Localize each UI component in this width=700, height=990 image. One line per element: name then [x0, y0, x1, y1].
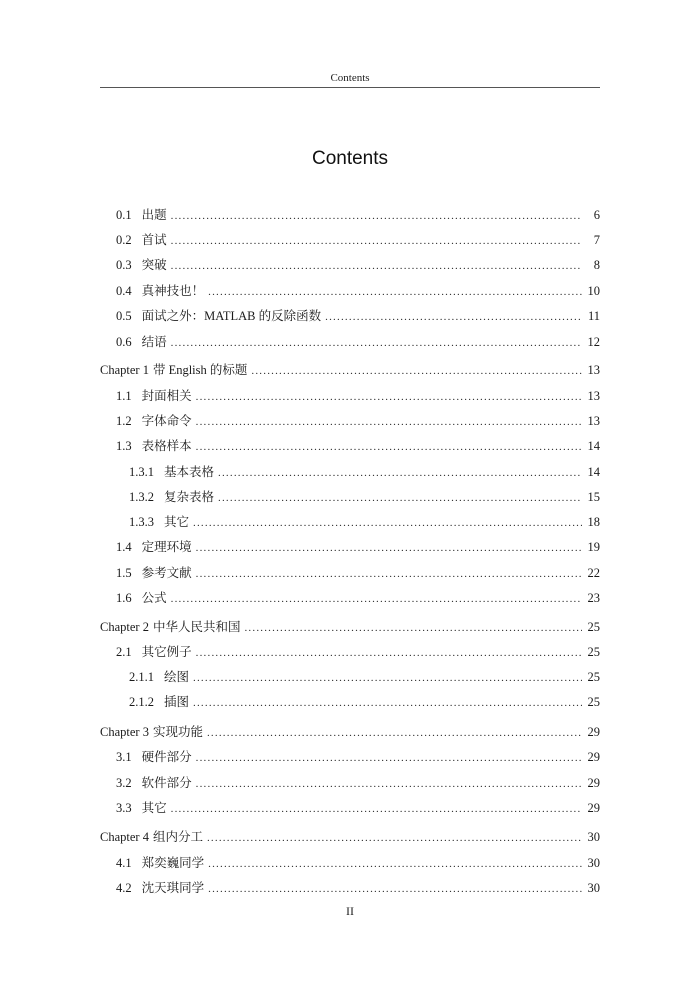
toc-entry[interactable] — [0, 799, 600, 817]
toc-entry-number: 0.6 — [116, 335, 132, 349]
dot-leader — [193, 514, 582, 532]
toc-entry[interactable] — [0, 231, 600, 249]
toc-chapter-entry[interactable] — [0, 828, 600, 846]
dot-leader — [244, 619, 582, 637]
page-title: Contents — [311, 148, 389, 169]
dot-leader — [196, 388, 582, 406]
toc-entry-number: 1.4 — [116, 540, 132, 554]
toc-entry-page: 29 — [587, 750, 600, 764]
toc-entry-page: 18 — [587, 515, 600, 529]
toc-entry-title: 硬件部分 — [141, 750, 192, 764]
toc-entry-number: 0.3 — [116, 258, 132, 272]
toc-entry-number: 1.3.1 — [129, 465, 154, 479]
toc-entry-title: 沈天琪同学 — [141, 881, 205, 895]
toc-entry-title: 封面相关 — [141, 389, 192, 403]
toc-entry-page: 23 — [587, 591, 600, 605]
page-number: II — [346, 904, 354, 918]
toc-entry[interactable] — [0, 437, 600, 455]
toc-entry-page: 30 — [587, 856, 600, 870]
toc-entry-title: 出题 — [141, 208, 167, 222]
dot-leader — [171, 334, 582, 352]
toc-entry-title: 插图 — [164, 695, 190, 709]
toc-entry-title: 软件部分 — [141, 776, 192, 790]
dot-leader — [171, 232, 582, 250]
toc-entry-title: 郑奕巍同学 — [141, 856, 205, 870]
toc-entry-number: 2.1.1 — [129, 670, 154, 684]
toc-entry-page: 30 — [587, 830, 600, 844]
toc-entry-page: 13 — [587, 414, 600, 428]
toc-entry-number: 1.3.3 — [129, 515, 154, 529]
toc-entry-number: 3.2 — [116, 776, 132, 790]
toc-entry-number: 2.1 — [116, 645, 132, 659]
toc-entry-page: 13 — [587, 389, 600, 403]
toc-entry-page: 29 — [587, 725, 600, 739]
toc-entry-number: 0.1 — [116, 208, 132, 222]
toc-entry-page: 19 — [587, 540, 600, 554]
toc-entry[interactable] — [0, 589, 600, 607]
dot-leader — [196, 749, 582, 767]
toc-entry[interactable] — [0, 387, 600, 405]
toc-entry-number: 2.1.2 — [129, 695, 154, 709]
toc-entry-title: 基本表格 — [164, 465, 215, 479]
toc-entry-number: Chapter 2 — [100, 620, 149, 634]
dot-leader — [207, 829, 582, 847]
toc-entry-page: 25 — [587, 620, 600, 634]
toc-entry[interactable] — [0, 564, 600, 582]
running-header: Contents — [330, 72, 370, 84]
toc-entry-title: 复杂表格 — [164, 490, 215, 504]
toc-entry-title: 实现功能 — [152, 725, 203, 739]
toc-entry-title: 公式 — [141, 591, 167, 605]
dot-leader — [207, 724, 582, 742]
toc-entry-title: 参考文献 — [141, 566, 192, 580]
toc-entry-title: 突破 — [141, 258, 167, 272]
toc-entry-page: 25 — [587, 645, 600, 659]
toc-entry-number: 0.2 — [116, 233, 132, 247]
dot-leader — [208, 880, 582, 898]
toc-entry-number: 1.5 — [116, 566, 132, 580]
toc-entry-title: 结语 — [141, 335, 167, 349]
toc-entry-number: 1.2 — [116, 414, 132, 428]
toc-entry-page: 25 — [587, 670, 600, 684]
dot-leader — [208, 855, 582, 873]
dot-leader — [208, 283, 582, 301]
toc-entry-page: 11 — [587, 309, 600, 323]
toc-entry-title: 真神技也！ — [141, 284, 205, 298]
dot-leader — [196, 413, 582, 431]
toc-entry-number: 1.1 — [116, 389, 132, 403]
dot-leader — [193, 669, 582, 687]
toc-entry[interactable] — [0, 333, 600, 351]
dot-leader — [196, 438, 582, 456]
toc-entry-page: 14 — [587, 439, 600, 453]
toc-entry[interactable] — [0, 854, 600, 872]
toc-entry-page: 29 — [587, 776, 600, 790]
toc-entry-page: 13 — [587, 363, 600, 377]
toc-entry-title: 其它 — [164, 515, 190, 529]
toc-entry-number: 1.3.2 — [129, 490, 154, 504]
toc-entry-page: 29 — [587, 801, 600, 815]
toc-entry[interactable] — [0, 643, 600, 661]
toc-entry-title: 中华人民共和国 — [152, 620, 241, 634]
dot-leader — [171, 207, 582, 225]
dot-leader — [325, 308, 582, 326]
toc-subsection-entry[interactable] — [0, 513, 600, 531]
dot-leader — [171, 800, 582, 818]
toc-entry-title: 其它例子 — [141, 645, 192, 659]
dot-leader — [171, 257, 582, 275]
toc-subsection-entry[interactable] — [0, 488, 600, 506]
toc-entry-title: 组内分工 — [152, 830, 203, 844]
toc-entry-title: 绘图 — [164, 670, 190, 684]
toc-chapter-entry[interactable] — [0, 723, 600, 741]
dot-leader — [196, 775, 582, 793]
toc-subsection-entry[interactable] — [0, 668, 600, 686]
toc-entry-page: 22 — [587, 566, 600, 580]
toc-entry-number: 1.6 — [116, 591, 132, 605]
toc-entry[interactable] — [0, 307, 600, 325]
toc-entry[interactable] — [0, 774, 600, 792]
toc-chapter-entry[interactable] — [0, 618, 600, 636]
toc-entry-number: 3.3 — [116, 801, 132, 815]
toc-entry-number: 3.1 — [116, 750, 132, 764]
toc-entry-number: 0.5 — [116, 309, 132, 323]
dot-leader — [251, 362, 582, 380]
toc-entry-page: 14 — [587, 465, 600, 479]
toc-entry[interactable] — [0, 538, 600, 556]
dot-leader — [171, 590, 582, 608]
toc-entry[interactable] — [0, 256, 600, 274]
toc-entry[interactable] — [0, 748, 600, 766]
dot-leader — [218, 489, 582, 507]
toc-entry-number: 4.2 — [116, 881, 132, 895]
toc-entry[interactable] — [0, 282, 600, 300]
toc-entry-page: 10 — [587, 284, 600, 298]
dot-leader — [218, 464, 582, 482]
toc-chapter-entry[interactable] — [0, 361, 600, 379]
toc-entry-number: Chapter 3 — [100, 725, 149, 739]
toc-entry-number: Chapter 4 — [100, 830, 149, 844]
toc-subsection-entry[interactable] — [0, 463, 600, 481]
toc-entry-title: 其它 — [141, 801, 167, 815]
toc-entry-number: 0.4 — [116, 284, 132, 298]
toc-entry-page: 15 — [587, 490, 600, 504]
toc-entry-number: 4.1 — [116, 856, 132, 870]
toc-entry-title: 字体命令 — [141, 414, 192, 428]
dot-leader — [196, 644, 582, 662]
toc-entry-page: 25 — [587, 695, 600, 709]
toc-entry-page: 7 — [593, 233, 600, 247]
toc-entry-page: 8 — [593, 258, 600, 272]
dot-leader — [196, 565, 582, 583]
toc-entry-page: 6 — [593, 208, 600, 222]
toc-entry-title: 定理环境 — [141, 540, 192, 554]
toc-entry-title: 表格样本 — [141, 439, 192, 453]
toc-entry-title: 带 English 的标题 — [152, 363, 248, 377]
toc-entry[interactable] — [0, 879, 600, 897]
toc-entry-page: 30 — [587, 881, 600, 895]
dot-leader — [193, 694, 582, 712]
toc-entry-number: Chapter 1 — [100, 363, 149, 377]
toc-entry[interactable] — [0, 412, 600, 430]
toc-entry-title: 面试之外：MATLAB 的反除函数 — [141, 309, 322, 323]
toc-entry-number: 1.3 — [116, 439, 132, 453]
toc-entry-page: 12 — [587, 335, 600, 349]
toc-entry-title: 首试 — [141, 233, 167, 247]
toc-entry[interactable] — [0, 206, 600, 224]
toc-subsection-entry[interactable] — [0, 693, 600, 711]
dot-leader — [196, 539, 582, 557]
